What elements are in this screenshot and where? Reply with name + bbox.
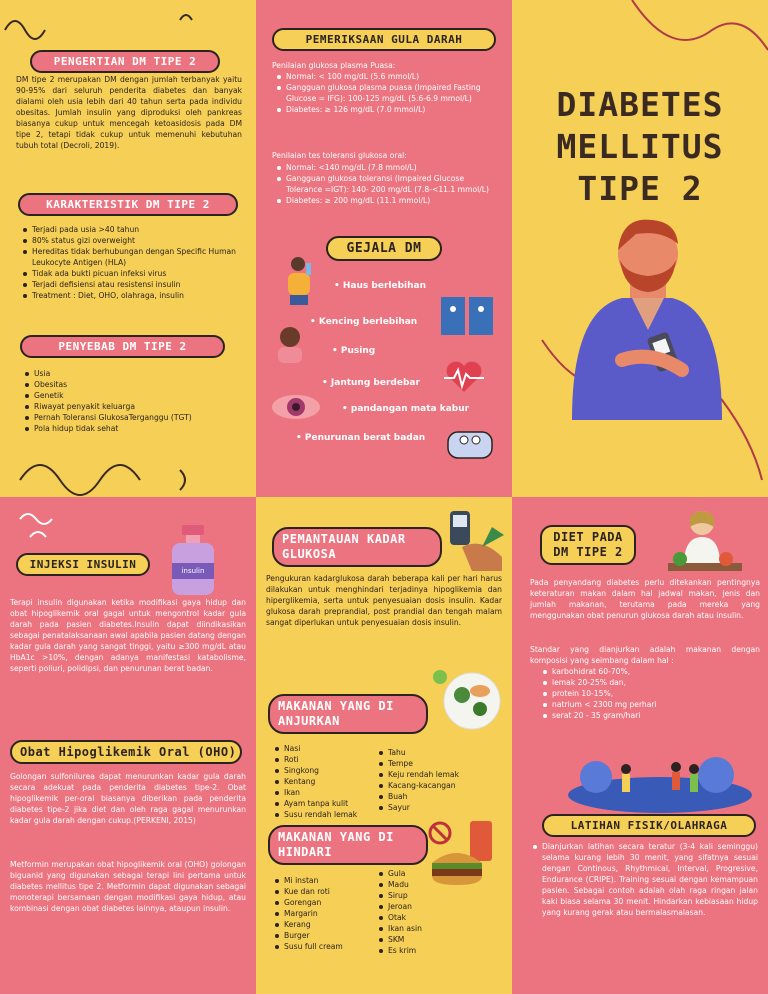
thirsty-person-icon	[282, 255, 318, 305]
list-item: Kerang	[274, 919, 374, 930]
diet-list	[542, 666, 742, 721]
diet-text-1: Pada penyandang diabetes perlu ditekankan pentingnya keteraturan makan dalam hal jadwal makan, jenis dan jumlah makanan, terutama pada mereka yang menggunakan obat penurun glukosa darah atau insulin.	[530, 578, 760, 620]
heartbeat-icon	[444, 358, 484, 394]
pemeriksaan-title: PEMERIKSAAN GULA DARAH	[272, 28, 496, 51]
oho-title: Obat Hipoglikemik Oral (OHO)	[10, 740, 242, 764]
gejala-title: GEJALA DM	[326, 236, 442, 261]
list-item: Buah	[378, 791, 498, 802]
list-item: 80% status gizi overweight	[22, 235, 242, 246]
decorative-squiggle	[0, 440, 256, 497]
list-item: Roti	[274, 754, 374, 765]
list-item: Burger	[274, 930, 374, 941]
list-item: Ayam tanpa kulit	[274, 798, 374, 809]
pemantauan-title: PEMANTAUAN KADAR GLUKOSA	[272, 527, 442, 567]
glucose-meter-hand-icon	[442, 507, 506, 571]
anjurkan-title: MAKANAN YANG DI ANJURKAN	[268, 694, 428, 734]
woman-eating-icon	[662, 505, 746, 575]
pemantauan-text: Pengukuran kadarglukosa darah beberapa kali per hari harus dilakukan untuk menghindari terjadinya hipoglikemia dan hiperglikemia, serta untuk penyesuaian dosis insulin. Kadar glukosa darah preprandial, post prandial dan tengah malam sangat diperlukan untuk penyesuaian dosis insulin.	[266, 574, 502, 627]
list-item: Otak	[378, 912, 498, 923]
list-item: Sirup	[378, 890, 498, 901]
list-item: Terjadi pada usia >40 tahun	[22, 224, 242, 235]
cover-title-line2: MELLITUS	[556, 127, 724, 166]
list-item: Keju rendah lemak	[378, 769, 498, 780]
list-item: Treatment : Diet, OHO, olahraga, insulin	[22, 290, 242, 301]
list-item: Singkong	[274, 765, 374, 776]
list-item: serat 20 - 35 gram/hari	[542, 710, 742, 721]
panel-pengertian	[0, 0, 256, 497]
list-item: karbohidrat 60-70%,	[542, 666, 742, 677]
insulin-vial-icon	[168, 525, 218, 597]
penyebab-title: PENYEBAB DM TIPE 2	[20, 335, 225, 358]
karakteristik-list	[22, 224, 242, 301]
symptom-thirst: • Haus berlebihan	[324, 277, 436, 295]
oho-text-1: Golongan sulfonilurea dapat menurunkan kadar gula darah secara adekuat pada penderita diabetes tipe-2. Obat hipoglikemik per-oral biasanya diberikan pada penderita diabetes tipe-2 jika diet dan oleh raga gagal menurunkan kadar gula darah dengan cukup.(PERKENI, 2015)	[10, 772, 246, 825]
latihan-list	[532, 841, 758, 918]
list-item: SKM	[378, 934, 498, 945]
panel-cover	[512, 0, 768, 497]
diet-title: DIET PADA DM TIPE 2	[540, 525, 636, 565]
hindari-title: MAKANAN YANG DI HINDARI	[268, 825, 428, 865]
karakteristik-title: KARAKTERISTIK DM TIPE 2	[18, 193, 238, 216]
runners-illustration	[566, 755, 754, 815]
insulin-text: Terapi insulin digunakan ketika modifikasi gaya hidup dan obat hipoglikemik oral gagal untuk mengontrol kadar gula darah pada pasien diabetes.Insulin dapat diindikasikan sebagai penatalaksanaan awal apabila pasien datang dengan kadar gula darah yang sangat tinggi, yaitu ≥300 mg/dL atau HbA1c >10%, dengan adanya manifestasi katabolisme, seperti poliuri, polidipsi, dan penurunan berat badan.	[10, 598, 246, 673]
symptom-palpitation: • Jantung berdebar	[312, 374, 430, 392]
list-item: natrium < 2300 mg perhari	[542, 699, 742, 710]
penyebab-list	[24, 368, 244, 434]
list-item: Gula	[378, 868, 498, 879]
list-item: Kacang-kacangan	[378, 780, 498, 791]
list-item: Madu	[378, 879, 498, 890]
list-item: Gorengan	[274, 897, 374, 908]
list-item: Es krim	[378, 945, 498, 956]
list-item: Obesitas	[24, 379, 244, 390]
list-item: Mi instan	[274, 875, 374, 886]
list-item: Usia	[24, 368, 244, 379]
symptom-weight-loss: • Penurunan berat badan	[286, 429, 435, 447]
hindari-list-2	[378, 868, 498, 956]
list-item: Sayur	[378, 802, 498, 813]
blurry-eye-icon	[270, 392, 322, 422]
oral-heading: Penilaian tes toleransi glukosa oral:	[272, 151, 407, 160]
list-item: Tahu	[378, 747, 498, 758]
insulin-title: INJEKSI INSULIN	[16, 553, 150, 576]
list-item: Ikan	[274, 787, 374, 798]
puasa-list	[276, 71, 500, 115]
latihan-title: LATIHAN FISIK/OLAHRAGA	[542, 814, 756, 837]
scale-icon	[446, 426, 494, 460]
panel-pemantauan	[256, 497, 512, 994]
anjurkan-list-2	[378, 747, 498, 813]
oral-list	[276, 162, 500, 206]
symptom-urination: • Kencing berlebihan	[300, 313, 427, 331]
list-item: Kue dan roti	[274, 886, 374, 897]
list-item: Diabetes: ≥ 200 mg/dL (11.1 mmol/L)	[276, 195, 500, 206]
list-item: Ikan asin	[378, 923, 498, 934]
list-item: Jeroan	[378, 901, 498, 912]
list-item: Normal: < 100 mg/dL (5.6 mmol/L)	[276, 71, 500, 82]
oho-text-2: Metformin merupakan obat hipoglikemik oral (OHO) golongan biguanid yang digunakan sebagai terapi lini pertama untuk diabetes mellitus tipe 2. Metformin dapat digunakan sebagai monoterapi bersamaan dengan modifikasi gaya hidup, atau kombinasi dengan obat diabetes lainnya, ataupun insulin.	[10, 860, 246, 913]
symptom-dizzy: • Pusing	[322, 342, 385, 360]
list-item: Susu full cream	[274, 941, 374, 952]
list-item: Gangguan glukosa plasma puasa (Impaired Fasting Glucose = IFG): 100-125 mg/dL (5.6-6.9 mmol/L)	[276, 82, 500, 104]
toilet-doors-icon	[439, 295, 495, 337]
list-item: Normal: <140 mg/dL (7.8 mmol/L)	[276, 162, 500, 173]
panel-pemeriksaan	[256, 0, 512, 497]
list-item: Tidak ada bukti picuan infeksi virus	[22, 268, 242, 279]
cover-title-line3: TIPE 2	[577, 169, 703, 208]
pengertian-title: PENGERTIAN DM TIPE 2	[30, 50, 220, 73]
list-item: Pola hidup tidak sehat	[24, 423, 244, 434]
list-item: Pernah Toleransi GlukosaTerganggu (TGT)	[24, 412, 244, 423]
anjurkan-list-1	[274, 743, 374, 820]
list-item: Tempe	[378, 758, 498, 769]
list-item: Susu rendah lemak	[274, 809, 374, 820]
vial-label: insulin	[181, 567, 205, 575]
list-item: Diabetes: ≥ 126 mg/dL (7.0 mmol/L)	[276, 104, 500, 115]
list-item: lemak 20-25% dan,	[542, 677, 742, 688]
man-checking-glucose-illustration	[562, 210, 732, 420]
symptom-blurred-vision: • pandangan mata kabur	[332, 400, 479, 418]
list-item: Margarin	[274, 908, 374, 919]
list-item: Kentang	[274, 776, 374, 787]
panel-insulin	[0, 497, 256, 994]
list-item: Hereditas tidak berhubungan dengan Specific Human Leukocyte Antigen (HLA)	[22, 246, 242, 268]
list-item: Dianjurkan latihan secara teratur (3-4 kali seminggu) selama kurang lebih 30 menit, yang sifatnya sesuai dengan Continous, Rhythmical, Interval, Progresive, Endurance (CRIPE). Training sesuai dengan kemampuan pasien. Sebagai contoh adalah olah raga ringan jalan kaki biasa selama 30 menit. Hindarkan kebiasaan hidup yang kurang gerak atau bermalasmalasan.	[532, 841, 758, 918]
healthy-food-plate-icon	[432, 665, 508, 731]
list-item: Nasi	[274, 743, 374, 754]
panel-diet	[512, 497, 768, 994]
cover-title-line1: DIABETES	[556, 85, 724, 124]
hindari-list-1	[274, 875, 374, 952]
list-item: Gangguan glukosa toleransi (Impaired Glucose Tolerance =IGT): 140- 200 mg/dL (7.8-<11.1 mmol/L)	[276, 173, 500, 195]
list-item: Terjadi defisiensi atau resistensi insulin	[22, 279, 242, 290]
pengertian-text: DM tipe 2 merupakan DM dengan jumlah terbanyak yaitu 90-95% dari seluruh penderita diabetes dan banyak dialami oleh usia lebih dari 40 tahun serta pada individu obesitas. Jumlah insulin yang diproduksi oleh pankreas biasanya cukup untuk mencegah ketoasidosis pada DM tipe 2, tetapi tidak cukup untuk memenuhi kebutuhan tubuh total (Decroli, 2019).	[16, 75, 242, 150]
list-item: Riwayat penyakit keluarga	[24, 401, 244, 412]
list-item: Genetik	[24, 390, 244, 401]
puasa-heading: Penilaian glukosa plasma Puasa:	[272, 61, 396, 70]
diet-text-2: Standar yang dianjurkan adalah makanan dengan komposisi yang seimbang dalam hal :	[530, 645, 760, 665]
list-item: protein 10-15%,	[542, 688, 742, 699]
